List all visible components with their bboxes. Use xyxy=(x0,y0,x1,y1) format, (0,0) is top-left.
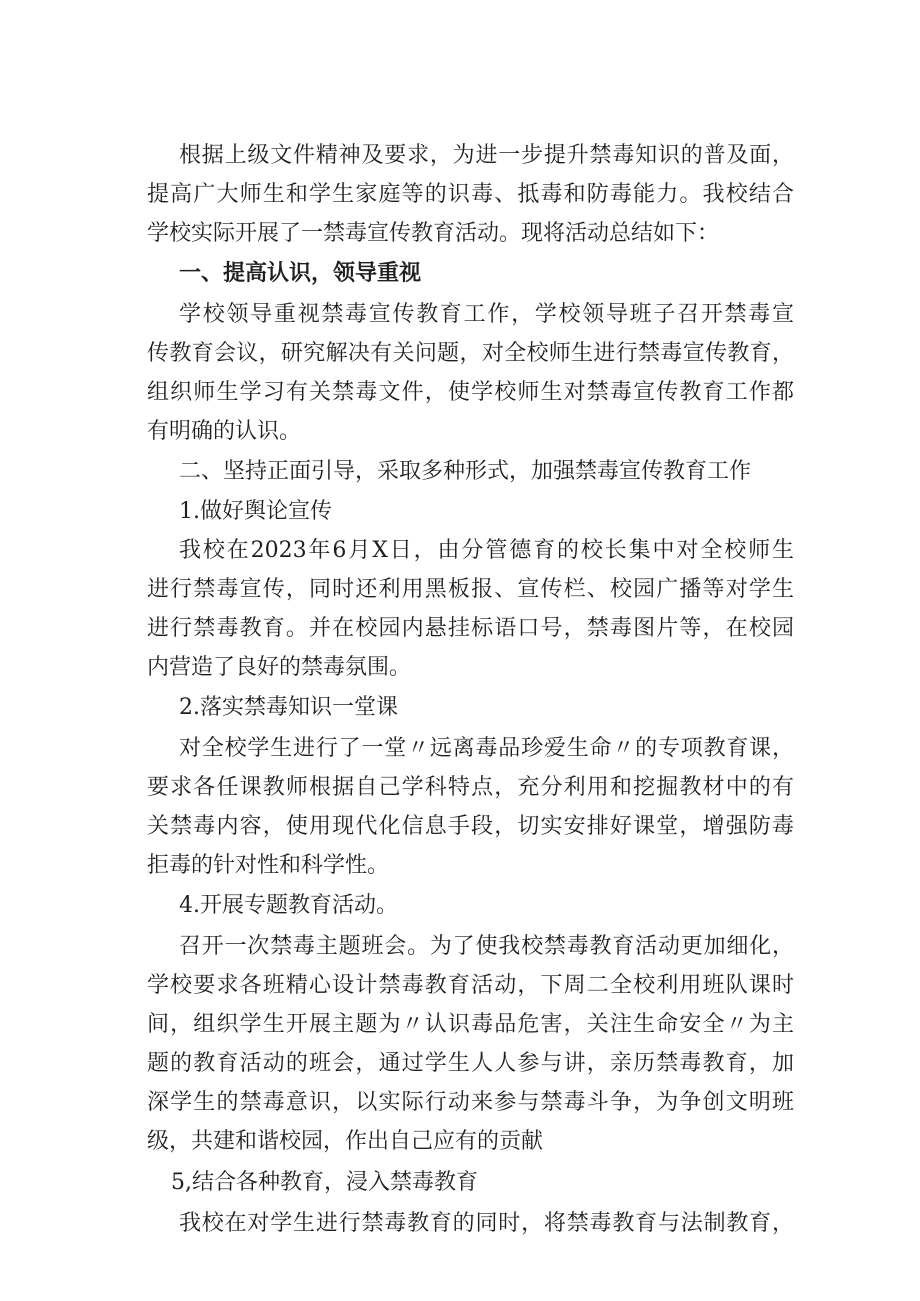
intro-line-2: 提高广大师生和学生家庭等的识毒、抵毒和防毒能力。我校结合 xyxy=(147,182,794,207)
item5-title: 5,结合各种教育，浸入禁毒教育 xyxy=(171,1170,478,1195)
item2-line-3: 关禁毒内容，使用现代化信息手段，切实安排好课堂，增强防毒 xyxy=(147,814,794,839)
item4-title: 4.开展专题教育活动。 xyxy=(179,893,398,918)
section1-line-3: 组织师生学习有关禁毒文件，使学校师生对禁毒宣传教育工作都 xyxy=(147,380,794,405)
item2-line-2: 要求各任课教师根据自己学科特点，充分利用和挖掘教材中的有 xyxy=(147,775,794,800)
item4-line-6: 级，共建和谐校园，作出自己应有的贡献 xyxy=(147,1129,544,1154)
item2-line-4: 拒毒的针对性和科学性。 xyxy=(147,853,390,878)
intro-line-1: 根据上级文件精神及要求，为进一步提升禁毒知识的普及面， xyxy=(179,143,794,168)
item4-line-1: 召开一次禁毒主题班会。为了使我校禁毒教育活动更加细化， xyxy=(179,934,794,959)
item2-line-1: 对全校学生进行了一堂〃远离毒品珍爱生命〃的专项教育课， xyxy=(179,736,794,761)
section1-heading: 一、提高认识，领导重视 xyxy=(179,261,422,286)
item5-line-1: 我校在对学生进行禁毒教育的同时，将禁毒教育与法制教育， xyxy=(179,1211,794,1236)
item1-title: 1.做好舆论宣传 xyxy=(179,499,332,524)
item1-line-3: 进行禁毒教育。并在校园内悬挂标语口号，禁毒图片等，在校园 xyxy=(147,616,794,641)
intro-line-3: 学校实际开展了一禁毒宣传教育活动。现将活动总结如下： xyxy=(147,221,720,246)
section1-line-2: 传教育会议，研究解决有关问题，对全校师生进行禁毒宣传教育， xyxy=(147,341,794,366)
section1-line-1: 学校领导重视禁毒宣传教育工作，学校领导班子召开禁毒宣 xyxy=(179,302,794,327)
item4-line-3: 间，组织学生开展主题为〃认识毒品危害，关注生命安全〃为主 xyxy=(147,1012,794,1037)
item4-line-4: 题的教育活动的班会，通过学生人人参与讲，亲历禁毒教育，加 xyxy=(147,1051,794,1076)
item1-line-1: 我校在2023年6月X日，由分管德育的校长集中对全校师生 xyxy=(179,538,794,563)
item1-line-2: 进行禁毒宣传，同时还利用黑板报、宣传栏、校园广播等对学生 xyxy=(147,577,794,602)
item4-line-2: 学校要求各班精心设计禁毒教育活动，下周二全校利用班队课时 xyxy=(147,973,794,998)
item4-line-5: 深学生的禁毒意识，以实际行动来参与禁毒斗争，为争创文明班 xyxy=(147,1090,794,1115)
item1-line-4: 内营造了良好的禁毒氛围。 xyxy=(147,655,412,680)
section1-line-4: 有明确的认识。 xyxy=(147,419,302,444)
item2-title: 2.落实禁毒知识一堂课 xyxy=(179,695,398,720)
section2-heading: 二、坚持正面引导，采取多种形式，加强禁毒宣传教育工作 xyxy=(179,459,752,484)
